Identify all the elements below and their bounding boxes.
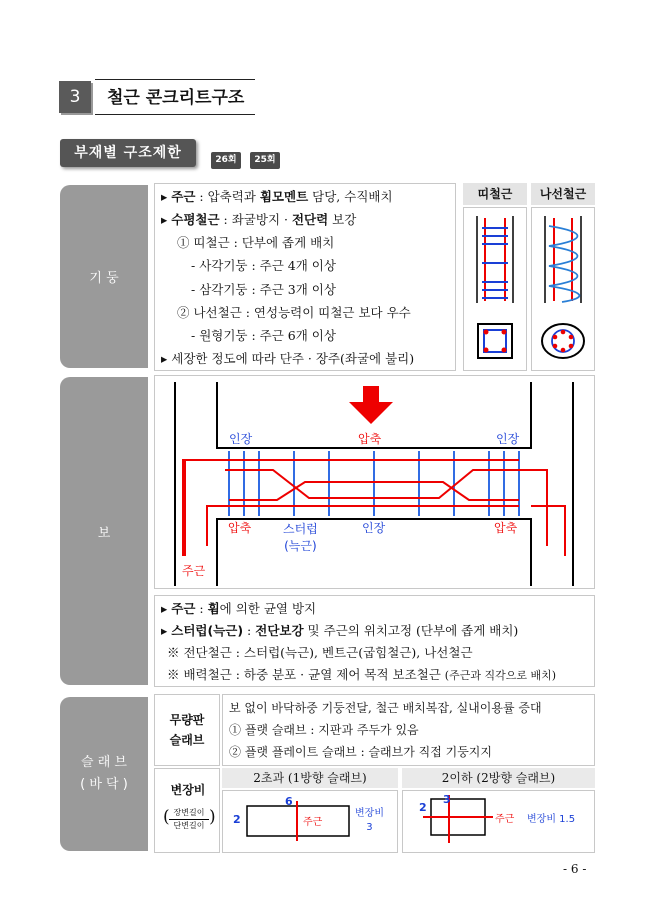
one-way-figure [222,790,398,853]
label-stirrup: 스터럽 (늑근) [283,522,318,553]
column-text-box [154,183,456,371]
label-compression-top: 압축 [358,432,382,446]
main-bar-1: 주근 [303,817,323,828]
column-line-3: ① 띠철근 : 단부에 좁게 배치 [177,235,335,250]
spiral-column-figure [531,207,595,371]
flat-slab-text-box [222,694,595,766]
exam-badge: 25회 [250,152,280,169]
spiral-bar-header: 나선철근 [531,183,595,205]
two-way-header: 2이하 (2방향 슬래브) [402,768,595,788]
beam-text-box [154,595,595,687]
beam-line-1: ▸ 주근 : 휨에 의한 균열 방지 [161,601,317,616]
slab-label: 슬 래 브 ( 바 닥 ) [60,697,148,851]
page-number: - 6 - [563,862,587,876]
tie-column-drawing [464,208,526,370]
column-line-5: - 삼각기둥 : 주근 3개 이상 [191,282,336,297]
beam-line-3: ※ 전단철근 : 스터럽(늑근), 벤트근(굽힘철근), 나선철근 [167,645,473,660]
label-compression-right: 압축 [494,521,518,535]
flat-slab-label: 무량판 슬래브 [154,694,220,766]
flat-slab-line-2: ① 플랫 슬래브 : 지판과 주두가 있음 [229,723,419,737]
two-way-figure [402,790,595,853]
column-label: 기 둥 [60,185,148,368]
label-tension-mid: 인장 [362,521,386,535]
label-tension-left: 인장 [229,432,253,446]
aspect-ratio-label: 변장비 ( 장변길이 단변길이 ) [154,768,220,853]
column-line-7: - 원형기둥 : 주근 6개 이상 [191,328,336,343]
section-number: 3 [59,81,91,113]
ratio-value-1: 변장비 3 [355,808,384,833]
column-line-4: - 사각기둥 : 주근 4개 이상 [191,258,336,273]
ratio-fraction: 장변길이 단변길이 [169,807,209,832]
column-line-1: ▸ 주근 : 압축력과 휨모멘트 담당, 수직배치 [161,189,393,204]
flat-slab-line-3: ② 플랫 플레이트 슬래브 : 슬래브가 직접 기둥지지 [229,745,492,759]
beam-label: 보 [60,377,148,685]
exam-badge: 26회 [211,152,241,169]
label-compression-left: 압축 [228,521,252,535]
long-side-2: 3 [443,793,451,806]
column-line-8: ▸ 세장한 정도에 따라 단주 · 장주(좌굴에 불리) [161,351,415,366]
beam-diagram [155,376,594,588]
beam-line-2: ▸ 스터럽(늑근) : 전단보강 및 주근의 위치고정 (단부에 좁게 배치) [161,623,519,638]
short-side-2: 2 [419,801,427,814]
beam-line-4: ※ 배력철근 : 하중 분포 · 균열 제어 목적 보조철근 (주근과 직각으로 배치) [167,667,556,682]
label-tension-right: 인장 [496,432,520,446]
long-side-1: 6 [285,795,293,808]
ratio-value-2: 변장비 1.5 [527,814,576,825]
main-bar-2: 주근 [495,814,515,825]
flat-slab-line-1: 보 없이 바닥하중 기둥전달, 철근 배치복잡, 실내이용률 증대 [229,701,542,715]
column-line-2: ▸ 수평철근 : 좌굴방지 · 전단력 보강 [161,212,357,227]
tie-bar-header: 띠철근 [463,183,527,205]
section-title: 철근 콘크리트구조 [95,79,255,115]
short-side-1: 2 [233,813,241,826]
one-way-header: 2초과 (1방향 슬래브) [222,768,398,788]
tie-column-figure [463,207,527,371]
beam-diagram-box [154,375,595,589]
subsection-title: 부재별 구조제한 [60,139,196,167]
spiral-column-drawing [532,208,594,370]
column-line-6: ② 나선철근 : 연성능력이 띠철근 보다 우수 [177,305,411,320]
label-main-bar: 주근 [182,564,206,578]
